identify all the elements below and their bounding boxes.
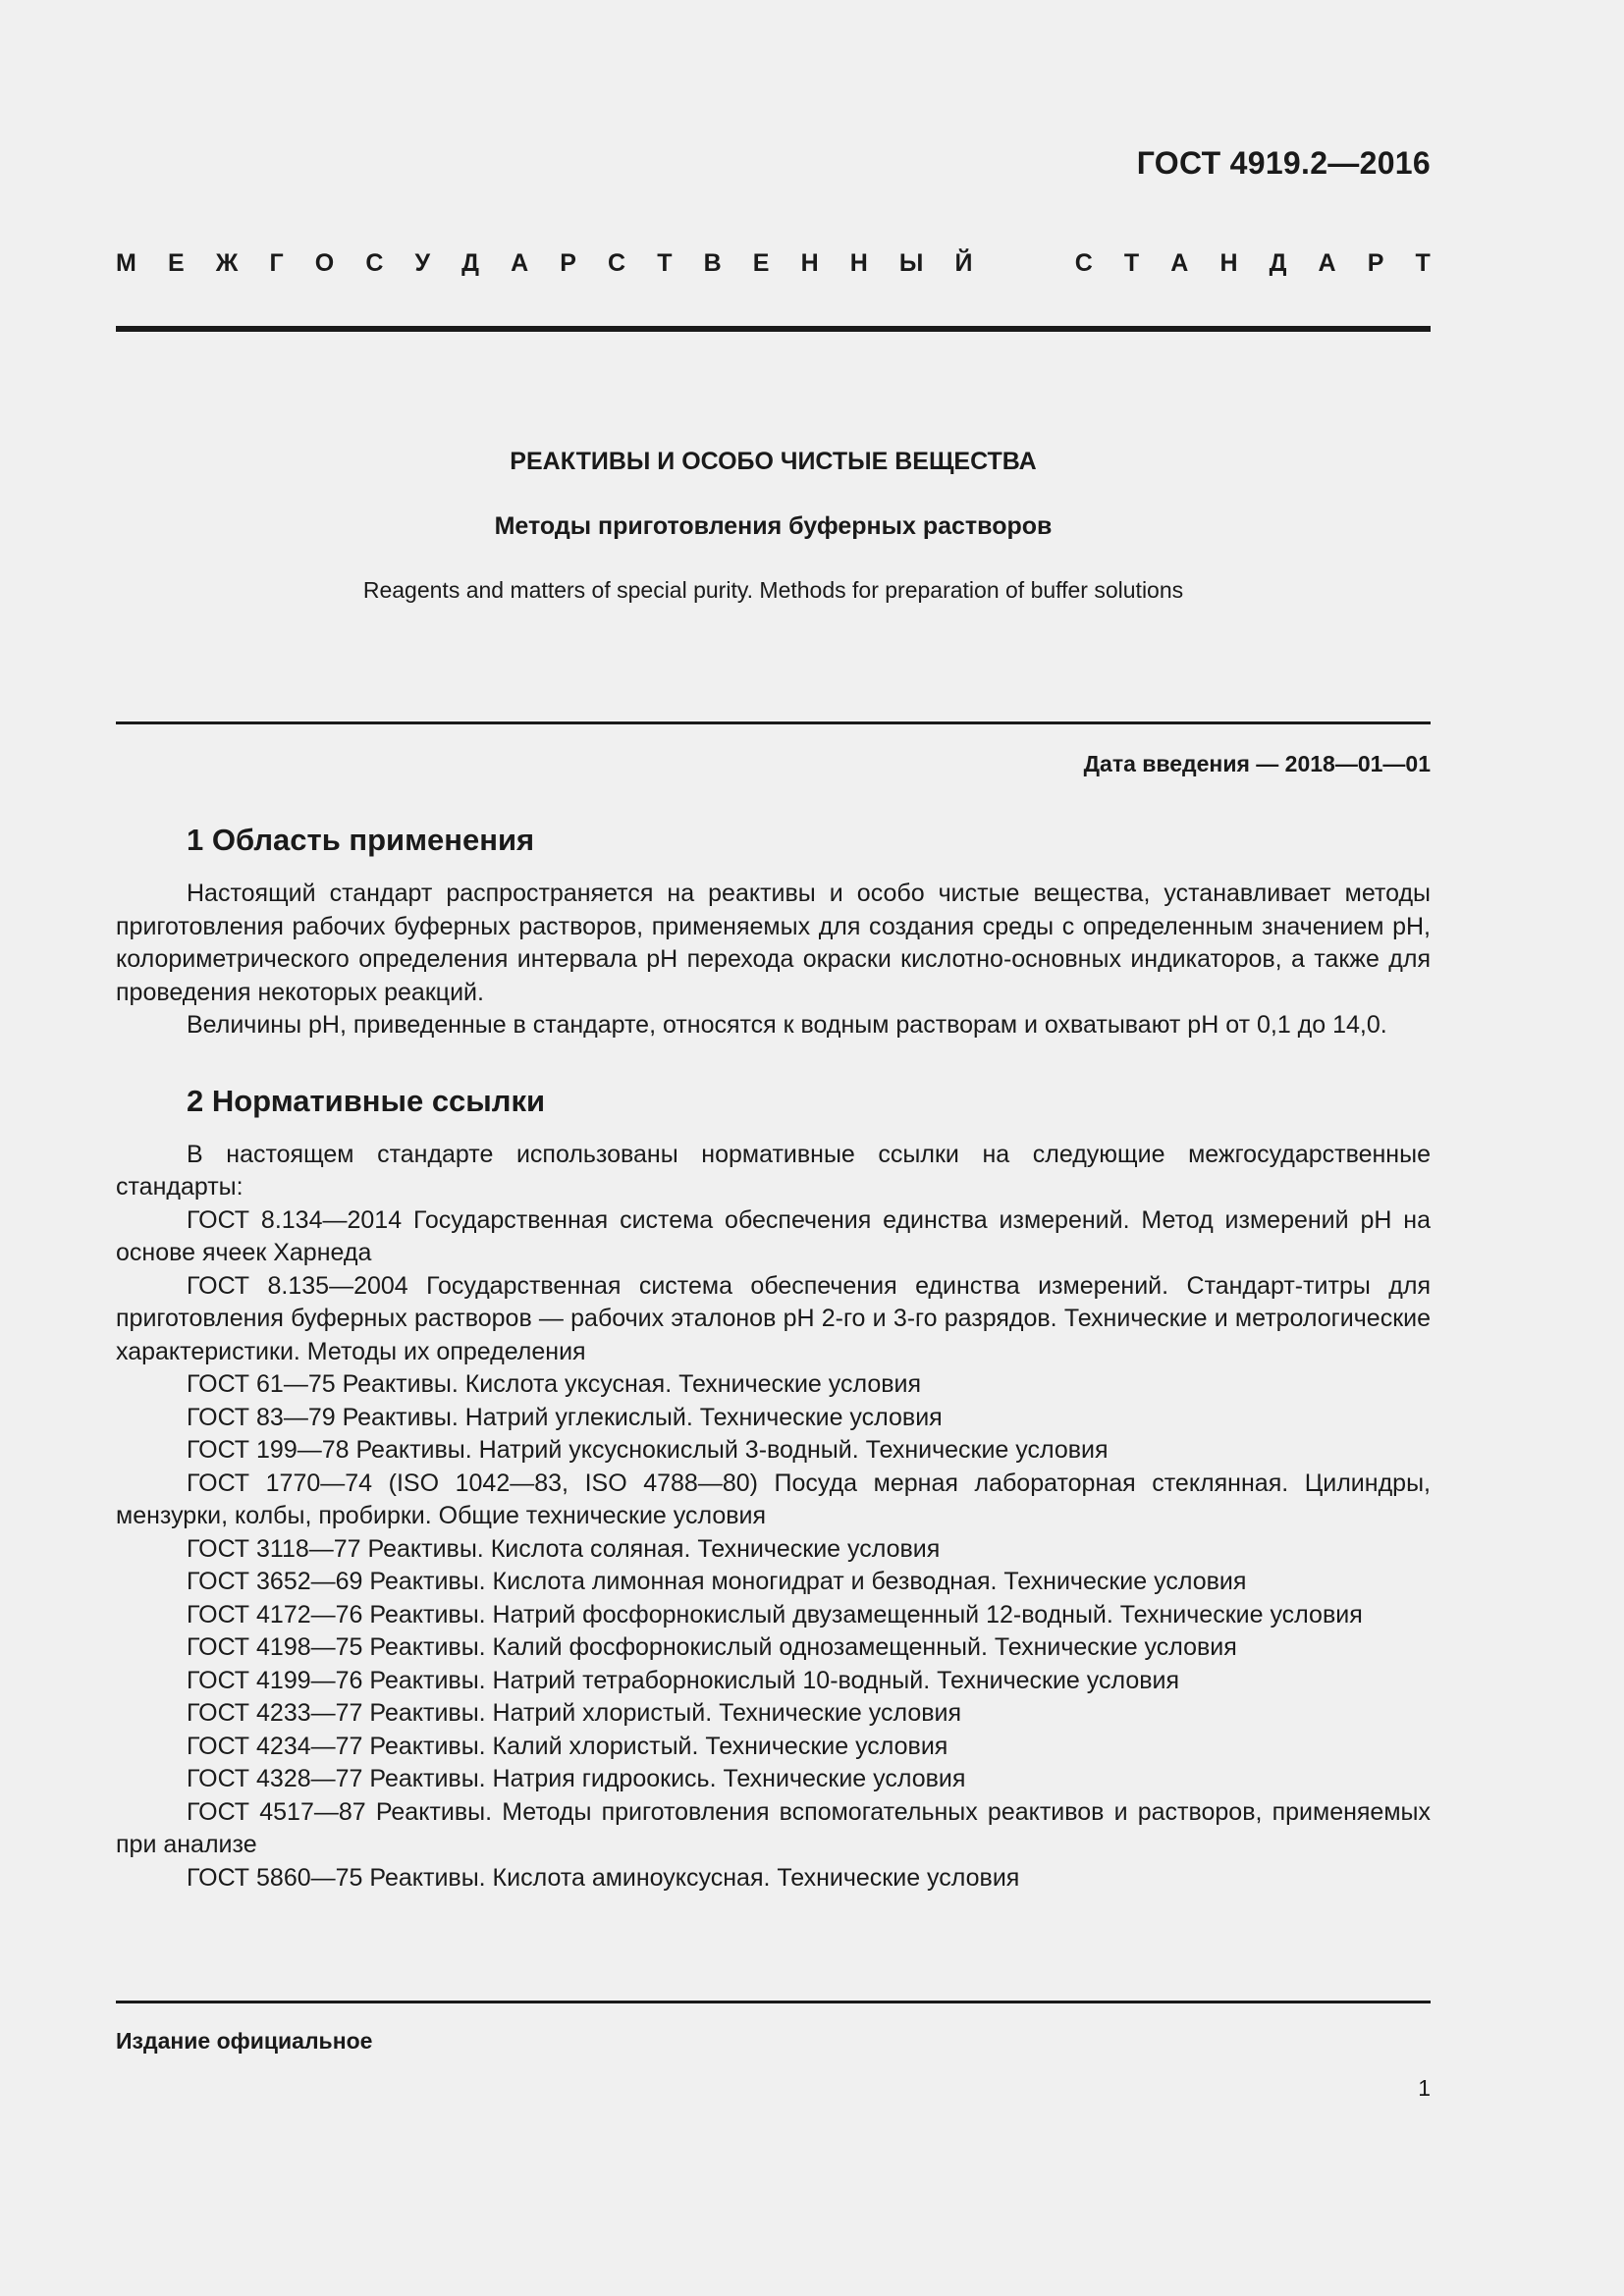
- reference-intro: В настоящем стандарте использованы нормативные ссылки на следующие межгосударственные стандарты:: [116, 1140, 1431, 1201]
- reference-item: ГОСТ 3652—69 Реактивы. Кислота лимонная моногидрат и безводная. Технические условия: [187, 1568, 1247, 1595]
- reference-item: ГОСТ 4233—77 Реактивы. Натрий хлористый. Технические условия: [187, 1699, 962, 1727]
- reference-item: ГОСТ 4234—77 Реактивы. Калий хлористый. Технические условия: [187, 1732, 948, 1760]
- reference-item: ГОСТ 83—79 Реактивы. Натрий углекислый. Технические условия: [187, 1403, 943, 1431]
- reference-item: ГОСТ 4328—77 Реактивы. Натрия гидроокись. Технические условия: [187, 1765, 966, 1792]
- heading-letter: Ы: [898, 249, 924, 277]
- heading-letter: Г: [269, 249, 284, 277]
- footer-rule: [116, 2001, 1431, 2003]
- heading-letter: Е: [752, 249, 770, 277]
- standard-type-heading: [116, 249, 1431, 278]
- heading-letter: Д: [1269, 249, 1287, 277]
- section-heading-references: 2 Нормативные ссылки: [187, 1083, 546, 1118]
- document-number: ГОСТ 4919.2—2016: [1136, 145, 1431, 181]
- heading-letter: С: [365, 249, 384, 277]
- heading-letter: А: [511, 249, 529, 277]
- reference-item: ГОСТ 3118—77 Реактивы. Кислота соляная. Технические условия: [187, 1534, 941, 1563]
- heading-letter: Т: [657, 249, 673, 277]
- reference-item: ГОСТ 4199—76 Реактивы. Натрий тетраборнокислый 10-водный. Технические условия: [187, 1666, 1180, 1694]
- reference-item: ГОСТ 4198—75 Реактивы. Калий фосфорнокислый однозамещенный. Технические условия: [187, 1633, 1237, 1661]
- document-body: [116, 819, 1431, 1895]
- section-heading-scope: 1 Область применения: [187, 823, 535, 857]
- heading-letter: О: [314, 249, 335, 277]
- reference-item: ГОСТ 199—78 Реактивы. Натрий уксуснокислый 3-водный. Технические условия: [187, 1436, 1109, 1464]
- reference-item: ГОСТ 8.135—2004 Государственная система обеспечения единства измерений. Стандарт-титры для приготовления буферных растворов — рабочих эталонов рН 2-го и 3-го разрядов. Технические и метрологические характеристики. Методы их определения: [116, 1271, 1431, 1365]
- page-number: 1: [1418, 2075, 1431, 2101]
- heading-letter: А: [1170, 249, 1189, 277]
- reference-item: ГОСТ 1770—74 (ISO 1042—83, ISO 4788—80) Посуда мерная лабораторная стеклянная. Цилиндры, мензурки, колбы, пробирки. Общие технические условия: [116, 1468, 1431, 1529]
- english-title: Reagents and matters of special purity. Methods for preparation of buffer solutions: [362, 577, 1184, 603]
- heading-letter: С: [1074, 249, 1093, 277]
- heading-letter: Н: [849, 249, 868, 277]
- heading-letter: У: [414, 249, 431, 277]
- section-paragraph: Настоящий стандарт распространяется на реактивы и особо чистые вещества, устанавливает методы приготовления рабочих буферных растворов, применяемых для создания среды с определенным значением рН, колориметрического определения интервала рН перехода окраски кислотно-основных индикаторов, а также для проведения некоторых реакций.: [116, 880, 1431, 1006]
- edition-note: Издание официальное: [116, 2028, 373, 2054]
- reference-item: ГОСТ 4172—76 Реактивы. Натрий фосфорнокислый двузамещенный 12-водный. Технические условия: [187, 1600, 1363, 1629]
- section-paragraph: Величины рН, приведенные в стандарте, относятся к водным растворам и охватывают рН от 0,1 до 14,0.: [187, 1011, 1387, 1039]
- heading-letter: Й: [954, 249, 973, 277]
- document-title: РЕАКТИВЫ И ОСОБО ЧИСТЫЕ ВЕЩЕСТВА: [510, 448, 1037, 475]
- title-rule: [116, 721, 1431, 724]
- heading-letter: С: [608, 249, 626, 277]
- heading-letter: А: [1318, 249, 1336, 277]
- heading-letter: Р: [560, 249, 576, 277]
- header-rule: [116, 326, 1431, 332]
- heading-letter: Д: [461, 249, 479, 277]
- heading-letter: Т: [1415, 249, 1431, 277]
- heading-letter: Р: [1367, 249, 1384, 277]
- heading-letter: В: [703, 249, 722, 277]
- reference-item: ГОСТ 61—75 Реактивы. Кислота уксусная. Технические условия: [187, 1370, 922, 1398]
- heading-letter: Н: [1219, 249, 1238, 277]
- reference-item: ГОСТ 4517—87 Реактивы. Методы приготовления вспомогательных реактивов и растворов, применяемых при анализе: [116, 1797, 1431, 1858]
- word-gap: [1004, 249, 1044, 278]
- reference-item: ГОСТ 5860—75 Реактивы. Кислота аминоуксусная. Технические условия: [187, 1863, 1020, 1892]
- reference-item: ГОСТ 8.134—2014 Государственная система обеспечения единства измерений. Метод измерений рН на основе ячеек Харнеда: [116, 1205, 1431, 1266]
- document-subtitle: Методы приготовления буферных растворов: [494, 512, 1053, 540]
- heading-letter: Т: [1123, 249, 1140, 277]
- heading-letter: Н: [800, 249, 819, 277]
- heading-letter: М: [116, 249, 136, 277]
- document-page: [116, 0, 1431, 2296]
- heading-letter: Е: [167, 249, 185, 277]
- heading-letter: Ж: [215, 249, 239, 277]
- introduction-date: Дата введения — 2018—01—01: [1083, 751, 1431, 776]
